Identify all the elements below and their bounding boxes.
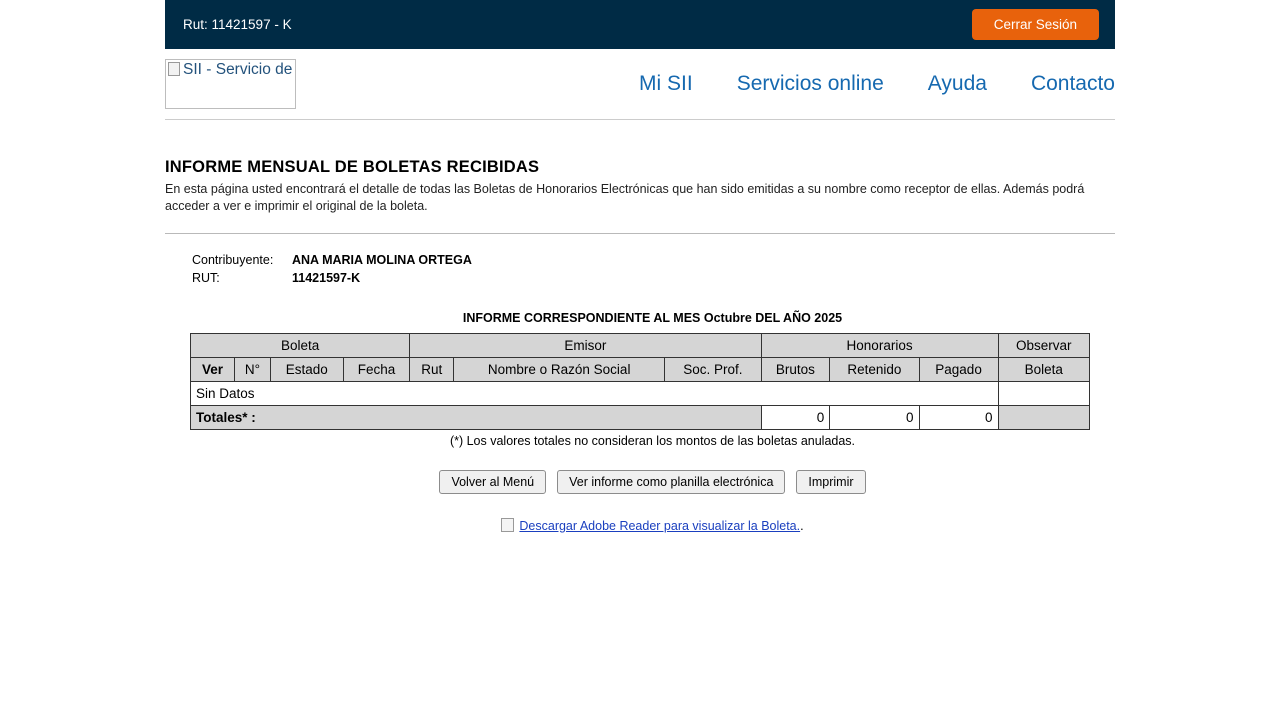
view-spreadsheet-button[interactable]: Ver informe como planilla electrónica	[557, 470, 785, 494]
adobe-trailing-period: .	[800, 519, 804, 533]
column-header-boleta: Boleta	[998, 358, 1089, 382]
nav-item-servicios-online[interactable]: Servicios online	[736, 72, 884, 95]
page-description: En esta página usted encontrará el detalle de todas las Boletas de Honorarios Electrónicas que han sido emitidas a su nombre como receptor de ellas. Además podrá acceder a ver e imprimir el original de la boleta.	[165, 182, 1085, 213]
print-button[interactable]: Imprimir	[796, 470, 865, 494]
logout-button[interactable]: Cerrar Sesión	[972, 9, 1099, 40]
column-header-ver: Ver	[191, 358, 235, 382]
group-header-honorarios: Honorarios	[761, 334, 998, 358]
group-header-emisor: Emisor	[410, 334, 761, 358]
totals-observar	[998, 406, 1089, 430]
table-row-totals	[191, 406, 1090, 430]
content-frame	[165, 0, 1115, 533]
contributor-row	[192, 251, 1115, 269]
page-title: INFORME MENSUAL DE BOLETAS RECIBIDAS	[165, 158, 540, 176]
column-header-soc-prof: Soc. Prof.	[665, 358, 761, 382]
main-navbar	[165, 49, 1115, 120]
column-header-retenido: Retenido	[830, 358, 919, 382]
column-header-rut: Rut	[410, 358, 454, 382]
back-to-menu-button[interactable]: Volver al Menú	[439, 470, 546, 494]
divider	[165, 233, 1115, 234]
top-bar	[165, 0, 1115, 49]
column-header-estado: Estado	[270, 358, 343, 382]
column-header-brutos: Brutos	[761, 358, 830, 382]
sii-logo-broken-image[interactable]	[165, 59, 296, 109]
contributor-value: ANA MARIA MOLINA ORTEGA	[292, 253, 472, 267]
empty-message: Sin Datos	[191, 382, 999, 406]
totals-brutos: 0	[761, 406, 830, 430]
totals-pagado: 0	[919, 406, 998, 430]
group-header-observar: Observar	[998, 334, 1089, 358]
logo-alt-text: SII - Servicio de	[183, 61, 293, 78]
totals-retenido: 0	[830, 406, 919, 430]
table-footnote: (*) Los valores totales no consideran los montos de las boletas anuladas.	[449, 434, 856, 448]
rut-value: 11421597-K	[292, 271, 361, 285]
contributor-block	[192, 251, 1115, 287]
nav-links	[639, 72, 1115, 96]
column-header-nombre-razon-social: Nombre o Razón Social	[454, 358, 665, 382]
column-header-fecha: Fecha	[343, 358, 410, 382]
broken-image-icon	[168, 62, 180, 76]
rut-row	[192, 269, 1115, 287]
group-header-boleta: Boleta	[191, 334, 410, 358]
totals-label: Totales* :	[191, 406, 762, 430]
main-content	[165, 120, 1115, 533]
nav-item-ayuda[interactable]: Ayuda	[927, 72, 987, 95]
nav-item-contacto[interactable]: Contacto	[1030, 72, 1115, 95]
rut-label: RUT:	[192, 271, 220, 285]
nav-item-mi-sii[interactable]: Mi SII	[639, 72, 693, 95]
table-group-header-row	[191, 334, 1090, 358]
broken-image-icon	[501, 518, 514, 532]
boletas-table	[190, 333, 1090, 430]
contributor-label: Contribuyente:	[192, 253, 274, 267]
adobe-reader-link[interactable]: Descargar Adobe Reader para visualizar la Boleta.	[519, 519, 801, 533]
table-column-header-row	[191, 358, 1090, 382]
action-button-row	[190, 470, 1115, 494]
empty-observar-cell	[998, 382, 1089, 406]
column-header-pagado: Pagado	[919, 358, 998, 382]
session-rut-label: Rut: 11421597 - K	[183, 17, 292, 32]
table-row-empty	[191, 382, 1090, 406]
column-header-numero: N°	[234, 358, 270, 382]
adobe-reader-row	[190, 518, 1115, 533]
report-period-heading: INFORME CORRESPONDIENTE AL MES Octubre DEL AÑO 2025	[462, 311, 843, 325]
